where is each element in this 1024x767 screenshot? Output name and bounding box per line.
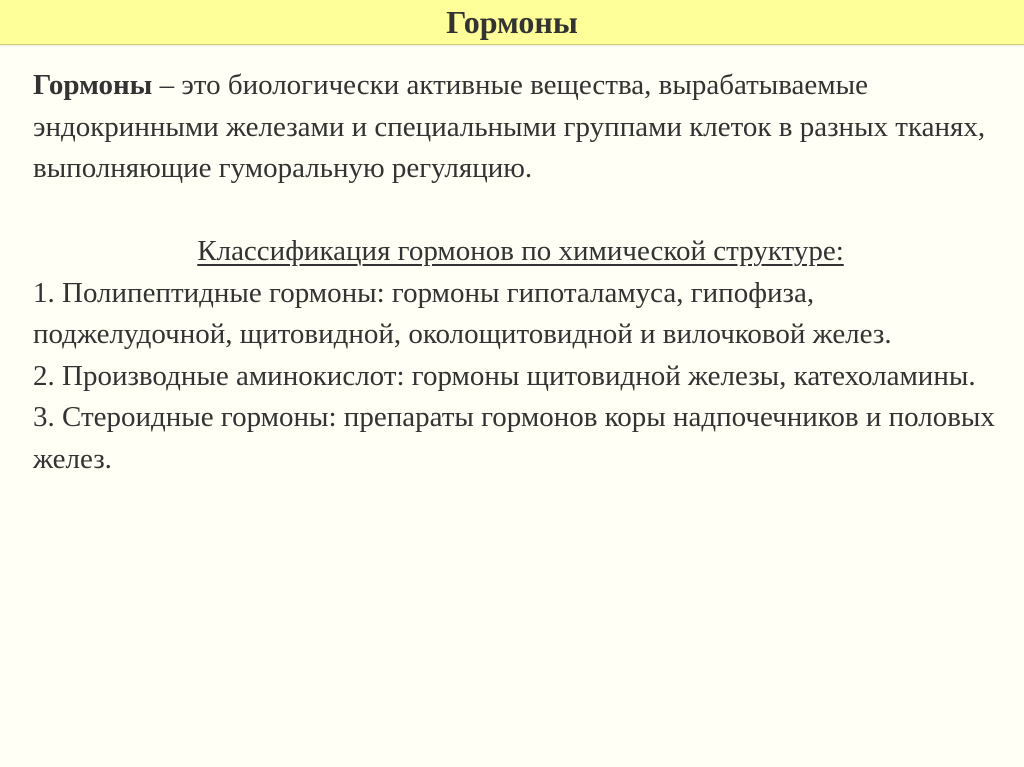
slide-content [33,65,1008,480]
classification-item: 3. Стероидные гормоны: препараты гормонов коры надпочечников и половых желез. [33,401,995,475]
definition-term: Гормоны [33,69,153,101]
definition-paragraph [33,65,1008,190]
classification-item: 1. Полипептидные гормоны: гормоны гипоталамуса, гипофиза, поджелудочной, щитовидной, околощитовидной и вилочковой желез. [33,276,892,350]
paragraph-spacer [33,190,1008,232]
classification-heading: Классификация гормонов по химической структуре: [197,235,844,267]
slide-title: Гормоны [446,4,578,40]
definition-text: – это биологически активные вещества, вырабатываемые эндокринными железами и специальными группами клеток в разных тканях, выполняющие гуморальную регуляцию. [33,69,986,184]
title-bar [0,0,1024,45]
classification-item: 2. Производные аминокислот: гормоны щитовидной железы, катехоламины. [33,359,976,392]
